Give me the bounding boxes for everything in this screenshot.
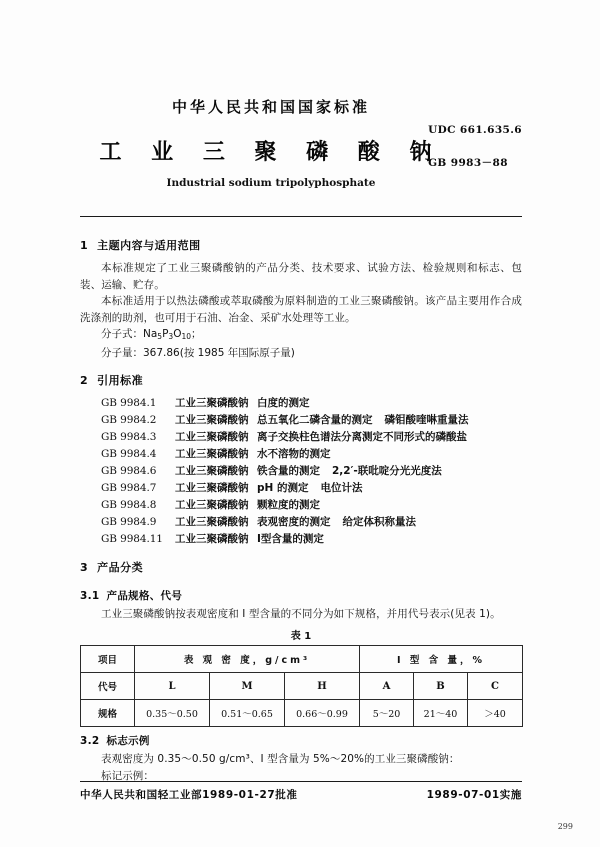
molecular-formula-line [101, 326, 522, 345]
spec-cell: 21～40 [414, 700, 468, 727]
code-cell: M [210, 673, 285, 700]
section-3-heading [80, 559, 522, 575]
national-standard-label: 中华人民共和国国家标准 [171, 98, 370, 116]
group-header-density: 表 观 密 度，g/cm³ [135, 646, 360, 673]
reference-method: 2,2′-联吡啶分光光度法 [332, 464, 442, 477]
page-title: 工 业 三 聚 磷 酸 钠 [99, 140, 443, 165]
section-3-1-number: 3.1 [80, 589, 100, 602]
reference-product: 工业三聚磷酸钠 [175, 515, 249, 528]
list-item [101, 446, 522, 463]
page-number: 299 [557, 822, 573, 831]
reference-method: 电位计法 [320, 481, 363, 494]
reference-method: 给定体积称量法 [342, 515, 416, 528]
list-item [101, 463, 522, 480]
table-row [81, 673, 523, 700]
list-item [101, 480, 522, 497]
footer-divider [80, 781, 522, 782]
section-2-title: 引用标准 [97, 373, 144, 387]
document-body [80, 237, 522, 784]
document-masthead [80, 96, 522, 189]
spec-cell: 5～20 [360, 700, 414, 727]
section-2-number: 2 [80, 373, 89, 387]
molecular-formula-label: 分子式 [101, 328, 133, 340]
code-cell: L [135, 673, 210, 700]
reference-id: GB 9984.2 [101, 413, 157, 426]
spec-cell: 0.35～0.50 [135, 700, 210, 727]
list-item [101, 497, 522, 514]
list-item [101, 412, 522, 429]
section-3-number: 3 [80, 560, 89, 574]
spec-cell: 0.66～0.99 [285, 700, 360, 727]
code-cell: C [468, 673, 523, 700]
section-3-2-paragraph-2: 标记示例： [101, 769, 154, 782]
table-caption: 表 1 [290, 631, 312, 643]
reference-product: 工业三聚磷酸钠 [175, 413, 249, 426]
row-label-item: 项目 [81, 646, 135, 673]
reference-product: 工业三聚磷酸钠 [175, 430, 249, 443]
standard-code-block [428, 124, 522, 170]
section-2-heading [80, 372, 522, 388]
reference-name: 离子交换柱色谱法分离测定不同形式的磷酸盐 [257, 430, 467, 443]
reference-id: GB 9984.9 [101, 515, 157, 528]
standard-number: GB 9983－88 [428, 157, 508, 169]
row-label-code: 代号 [81, 673, 135, 700]
spec-cell: 0.51～0.65 [210, 700, 285, 727]
section-3-title: 产品分类 [97, 560, 144, 574]
reference-id: GB 9984.11 [101, 532, 163, 545]
reference-name: 颗粒度的测定 [257, 498, 320, 511]
molecular-mass-label: 分子量 [101, 346, 133, 359]
reference-id: GB 9984.6 [101, 464, 157, 477]
section-3-2-number: 3.2 [80, 735, 100, 748]
reference-product: 工业三聚磷酸钠 [175, 498, 249, 511]
reference-product: 工业三聚磷酸钠 [175, 396, 249, 409]
colon-glyph: ： [132, 328, 143, 340]
reference-id: GB 9984.7 [101, 481, 157, 494]
code-cell: H [285, 673, 360, 700]
list-item [101, 395, 522, 412]
section-1-paragraph-2: 本标准适用于以热法磷酸或萃取磷酸为原料制造的工业三聚磷酸钠。该产品主要用作合成洗涤剂的助剂，也可用于石油、冶金、采矿水处理等工业。 [80, 295, 522, 324]
table-row [81, 700, 523, 727]
reference-product: 工业三聚磷酸钠 [175, 532, 249, 545]
reference-id: GB 9984.3 [101, 430, 157, 443]
group-header-type1-content: I 型 含 量，% [360, 646, 523, 673]
section-3-1-paragraph: 工业三聚磷酸钠按表观密度和 I 型含量的不同分为如下规格，并用代号表示(见表 1)。 [101, 607, 501, 620]
reference-method: 磷钼酸喹啉重量法 [384, 413, 469, 426]
code-cell: A [360, 673, 414, 700]
section-3-2-heading [80, 733, 522, 748]
reference-name: Ⅰ型含量的测定 [257, 532, 324, 545]
molecular-mass-line [101, 345, 522, 361]
section-1-heading [80, 237, 522, 253]
document-subtitle-english: Industrial sodium tripolyphosphate [166, 177, 376, 189]
referenced-standards-list [80, 395, 522, 548]
code-cell: B [414, 673, 468, 700]
section-3-2-paragraph-1: 表观密度为 0.35～0.50 g/cm³、I 型含量为 5%～20%的工业三聚磷酸钠： [101, 753, 460, 766]
list-item [101, 429, 522, 446]
section-3-2-title: 标志示例 [106, 735, 150, 748]
section-1-paragraph-1: 本标准规定了工业三聚磷酸钠的产品分类、技术要求、试验方法、检验规则和标志、包装、运输、贮存。 [80, 262, 522, 291]
reference-name: 表观密度的测定 [257, 515, 331, 528]
colon-glyph-2: ： [132, 346, 143, 359]
reference-name: pH 的测定 [257, 481, 309, 494]
list-item [101, 514, 522, 531]
list-item [101, 531, 522, 548]
reference-product: 工业三聚磷酸钠 [175, 447, 249, 460]
reference-name: 总五氧化二磷含量的测定 [257, 413, 373, 426]
header-divider [80, 216, 522, 217]
reference-name: 水不溶物的测定 [257, 447, 331, 460]
reference-product: 工业三聚磷酸钠 [175, 481, 249, 494]
section-3-1-heading [80, 588, 522, 603]
row-label-spec: 规格 [81, 700, 135, 727]
approval-statement: 中华人民共和国轻工业部1989-01-27批准 [80, 789, 298, 801]
specifications-table [80, 645, 523, 727]
table-row [81, 646, 523, 673]
reference-name: 铁含量的测定 [257, 464, 320, 477]
molecular-formula-value: $Na_5P_3O_{10}$ [143, 328, 192, 341]
udc-code: UDC 661.635.6 [428, 124, 522, 136]
spec-cell: ＞40 [468, 700, 523, 727]
molecular-mass-value: 367.86(按 1985 年国际原子量) [143, 346, 295, 359]
reference-product: 工业三聚磷酸钠 [175, 464, 249, 477]
semicolon-glyph: ； [191, 328, 202, 340]
effective-date: 1989-07-01实施 [426, 789, 522, 801]
section-1-title: 主题内容与适用范围 [97, 239, 201, 252]
section-1-number: 1 [80, 239, 89, 252]
section-3-1-title: 产品规格、代号 [106, 589, 183, 602]
reference-id: GB 9984.1 [101, 396, 157, 409]
reference-id: GB 9984.4 [101, 447, 157, 460]
reference-id: GB 9984.8 [101, 498, 157, 511]
reference-name: 白度的测定 [257, 396, 310, 409]
